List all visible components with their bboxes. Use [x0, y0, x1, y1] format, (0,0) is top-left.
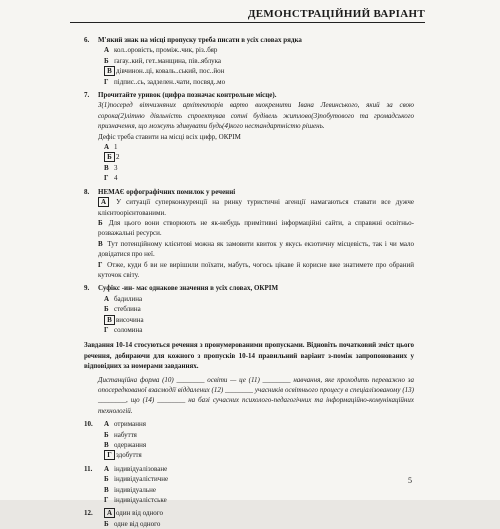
option-g: Г Отже, куди б ви не вирішили поїхати, мабуть, чогось цікаве й корисне вже знатимете про обраний куточок світу.: [98, 260, 414, 279]
question-12: 12. А один від одного: [84, 509, 163, 518]
option-v: В одержання: [104, 441, 147, 450]
page-header: ДЕМОНСТРАЦІЙНИЙ ВАРІАНТ: [70, 8, 425, 23]
option-a: А бадилина: [104, 294, 143, 303]
tasks-10-14-instructions: Завдання 10-14 стосуються речення з пронумерованими пропусками. Відновіть початковий зміст цього речення, добираючи для кожного з пропусків 10-14 правильний варіант з-поміж запропонованих у відповідних за номерами завданнях.: [84, 341, 414, 371]
answer-mark-box: Г: [104, 450, 115, 460]
question-7: [84, 90, 414, 100]
question-text: Прочитайте уривок (цифра позначає контрольне місце).: [98, 91, 277, 100]
question-10: 10. А отримання: [84, 420, 146, 429]
option-b-marked: Б 2: [104, 152, 414, 162]
question-number: 6.: [84, 36, 90, 44]
answer-mark-box: В: [104, 66, 115, 76]
option-v: В 3: [104, 163, 118, 172]
question-8: [84, 187, 414, 197]
page-number: 5: [408, 476, 412, 485]
option-b: Б індивідуалістичне: [104, 475, 169, 484]
answer-mark-box: А: [104, 508, 115, 518]
question-text: НЕМАЄ орфографічних помилок у реченні: [98, 187, 236, 196]
option-g: Г індивідуалістське: [104, 496, 167, 505]
option-g: Г 4: [104, 174, 118, 183]
option-a: А 1: [104, 143, 118, 152]
question-11: 11. А індивідуалізоване: [84, 464, 168, 473]
option-b: Б одне від одного: [104, 519, 161, 528]
question-6: [84, 35, 414, 45]
page-content: [84, 35, 414, 529]
question-number: 8.: [84, 187, 90, 196]
option-v: В індивідуальне: [104, 485, 156, 494]
question-number: 11.: [84, 464, 93, 473]
question-number: 12.: [84, 509, 93, 518]
answer-mark-box: А: [98, 197, 109, 207]
option-b: Б стеблина: [104, 305, 141, 314]
question-number: 9.: [84, 284, 90, 293]
option-b: Б набуття: [104, 430, 137, 439]
question-text: М'який знак на місці пропуску треба писати в усіх словах рядка: [98, 36, 302, 44]
question-prompt: Дефіс треба ставити на місці всіх цифр, ОКРІМ: [98, 132, 241, 141]
question-9: [84, 283, 414, 293]
option-v: В Тут потенційному клієнтові можна як замовити квиток у якусь екзотичну місцевість, так і чи мало довідатися про неї.: [98, 239, 415, 259]
option-v-marked: В височина: [104, 315, 414, 325]
gapped-sentence: Дистанційна форма (10) ________ освіти — це (11) ________ навчання, яке проходить переважно за опосередкованої взаємодії віддалених (12) ________ учасників освітнього процесу в спеціалізованому (13) ________, що (14) ________ на базі сучасних психолого-педагогічних та інформаційно-комунікаційних технологій.: [98, 375, 414, 415]
question-number: 10.: [84, 420, 93, 429]
option-b: Б Для цього вони створюють не як-небудь примітивні інформаційні сайти, а справжні освітньо-розважальні ресурси.: [98, 218, 415, 238]
option-a-marked: А У ситуації суперконкуренції на ринку туристичні агенції намагаються ставати все дужче клієнтоорієнтованими.: [98, 198, 414, 217]
option-v-marked: В дівчинон..ці, коваль..ський, пос..йон: [104, 66, 414, 76]
answer-mark-box: Б: [104, 152, 115, 162]
option-g: Г соломина: [104, 325, 143, 334]
option-g-marked: Г здобуття: [104, 450, 414, 460]
option-g: Г підпис..сь, задзелен..чати, посвяд..мо: [104, 77, 226, 86]
option-b: Б ґагау..кий, гет..манщина, пів..яблука: [104, 56, 222, 65]
option-a: А кол..оровість, проміж..чик, різ..бяр: [104, 46, 218, 55]
question-text: Суфікс -ин- має однакове значення в усіх словах, ОКРІМ: [98, 284, 279, 293]
answer-mark-box: В: [104, 315, 115, 325]
question-number: 7.: [84, 91, 90, 100]
passage-text: З(1)посеред вітчизняних архітекторів варто виокремити Івана Левинського, який за свою сорока(2)літню діяльність спроектував сотні будівель житлово(3)побутового та громадського призначення, що можуть здивувати будь(4)кого нестандартністю рішень.: [98, 101, 414, 131]
